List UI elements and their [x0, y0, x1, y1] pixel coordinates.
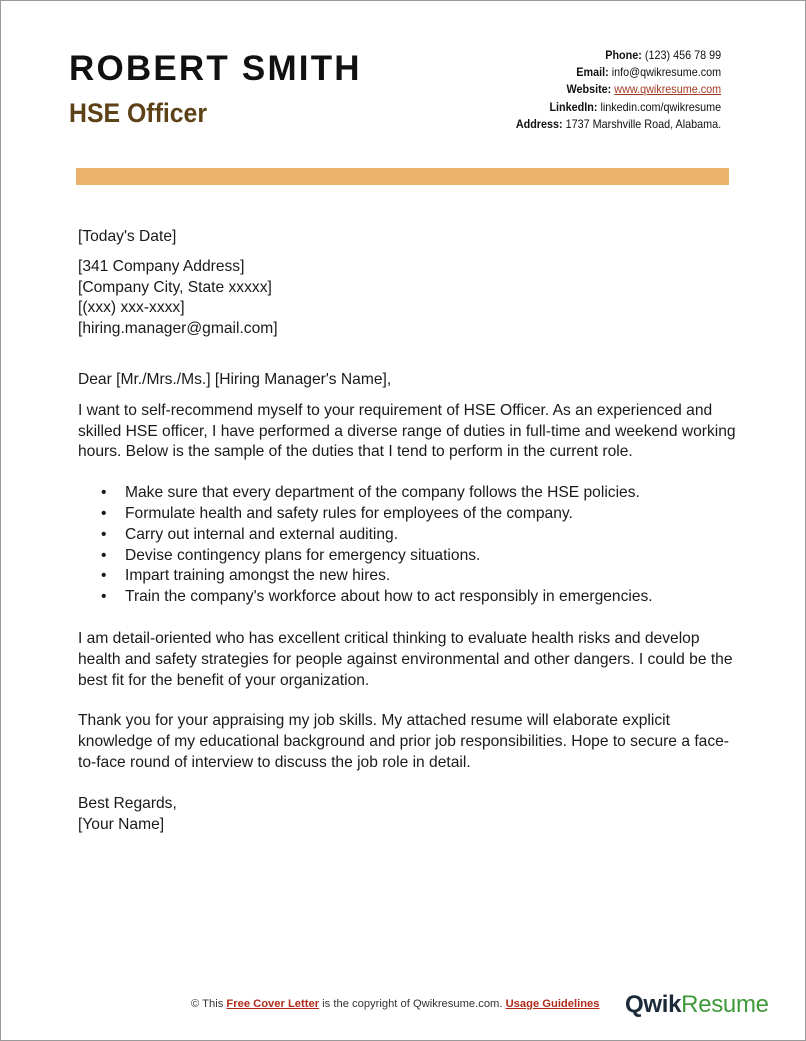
- address-value: 1737 Marshville Road, Alabama.: [565, 116, 721, 131]
- contact-block: [516, 47, 721, 133]
- email-value: info@qwikresume.com: [611, 65, 721, 80]
- list-item: [78, 504, 738, 525]
- letter-body: [78, 227, 738, 835]
- duty-text: Impart training amongst the new hires.: [125, 567, 391, 585]
- body-paragraph-3: Thank you for your appraising my job skills. My attached resume will elaborate explicit knowledge of my educational background and prior job responsibilities. Hope to secure a face-to-face round of interview to discuss the job role in detail.: [78, 712, 729, 771]
- recipient-address: [78, 257, 738, 340]
- recipient-line: [(xxx) xxx-xxxx]: [78, 299, 185, 317]
- bullet-icon: •: [101, 525, 107, 543]
- letter-date: [Today's Date]: [78, 228, 177, 245]
- accent-divider-bar: [76, 168, 729, 185]
- linkedin-label: LinkedIn:: [549, 99, 598, 114]
- phone-label: Phone:: [605, 48, 642, 62]
- recipient-line: [Company City, State xxxxx]: [78, 278, 272, 296]
- contact-email: [516, 64, 721, 81]
- address-label: Address:: [515, 116, 563, 131]
- salutation: Dear [Mr./Mrs./Ms.] [Hiring Manager's Name],: [78, 370, 392, 388]
- logo-part-qwik: Qwik: [625, 991, 682, 1018]
- body-paragraph-2: I am detail-oriented who has excellent critical thinking to evaluate health risks and develop health and safety strategies for people against environmental and other dangers. I could be the best fit for the benefit of your organization.: [78, 629, 733, 689]
- intro-paragraph: I want to self-recommend myself to your requirement of HSE Officer. As an experienced and skilled HSE officer, I have performed a diverse range of duties in full-time and weekend working hours. Below is the sample of the duties that I tend to perform in the current role.: [78, 401, 736, 461]
- recipient-line: [341 Company Address]: [78, 257, 245, 275]
- duty-text: Carry out internal and external auditing.: [125, 525, 399, 543]
- footer-middle: is the copyright of Qwikresume.com.: [322, 998, 503, 1010]
- duty-text: Devise contingency plans for emergency situations.: [125, 546, 481, 564]
- email-label: Email:: [576, 65, 609, 80]
- contact-linkedin: [516, 99, 721, 116]
- list-item: [78, 587, 738, 608]
- bullet-icon: •: [101, 484, 107, 502]
- duty-text: Train the company's workforce about how to act responsibly in emergencies.: [125, 588, 653, 606]
- duties-list: [78, 483, 738, 608]
- logo-part-resume: Resume: [681, 991, 769, 1018]
- free-cover-letter-link[interactable]: Free Cover Letter: [226, 998, 320, 1010]
- copyright-footer: [191, 998, 599, 1010]
- linkedin-value: linkedin.com/qwikresume: [600, 99, 721, 114]
- footer-prefix: © This: [191, 998, 224, 1010]
- contact-website: [516, 81, 721, 98]
- list-item: [78, 525, 738, 546]
- contact-address: [516, 116, 721, 133]
- bullet-icon: •: [101, 567, 107, 585]
- qwikresume-logo: [625, 991, 769, 1019]
- list-item: [78, 546, 738, 567]
- list-item: [78, 566, 738, 587]
- duty-text: Make sure that every department of the company follows the HSE policies.: [125, 484, 640, 502]
- closing: Best Regards,: [78, 794, 177, 812]
- bullet-icon: •: [101, 504, 107, 522]
- usage-guidelines-link[interactable]: Usage Guidelines: [505, 998, 600, 1010]
- website-link[interactable]: www.qwikresume.com: [614, 82, 721, 97]
- bullet-icon: •: [101, 546, 107, 564]
- bullet-icon: •: [101, 588, 107, 606]
- phone-value: (123) 456 78 99: [644, 48, 721, 62]
- job-title: HSE Officer: [69, 98, 208, 128]
- duty-text: Formulate health and safety rules for employees of the company.: [125, 504, 573, 522]
- recipient-line: [hiring.manager@gmail.com]: [78, 320, 278, 338]
- applicant-name: ROBERT SMITH: [69, 49, 362, 88]
- signature-name: [Your Name]: [78, 815, 165, 833]
- list-item: [78, 483, 738, 504]
- contact-phone: [516, 47, 721, 64]
- website-label: Website:: [566, 82, 612, 97]
